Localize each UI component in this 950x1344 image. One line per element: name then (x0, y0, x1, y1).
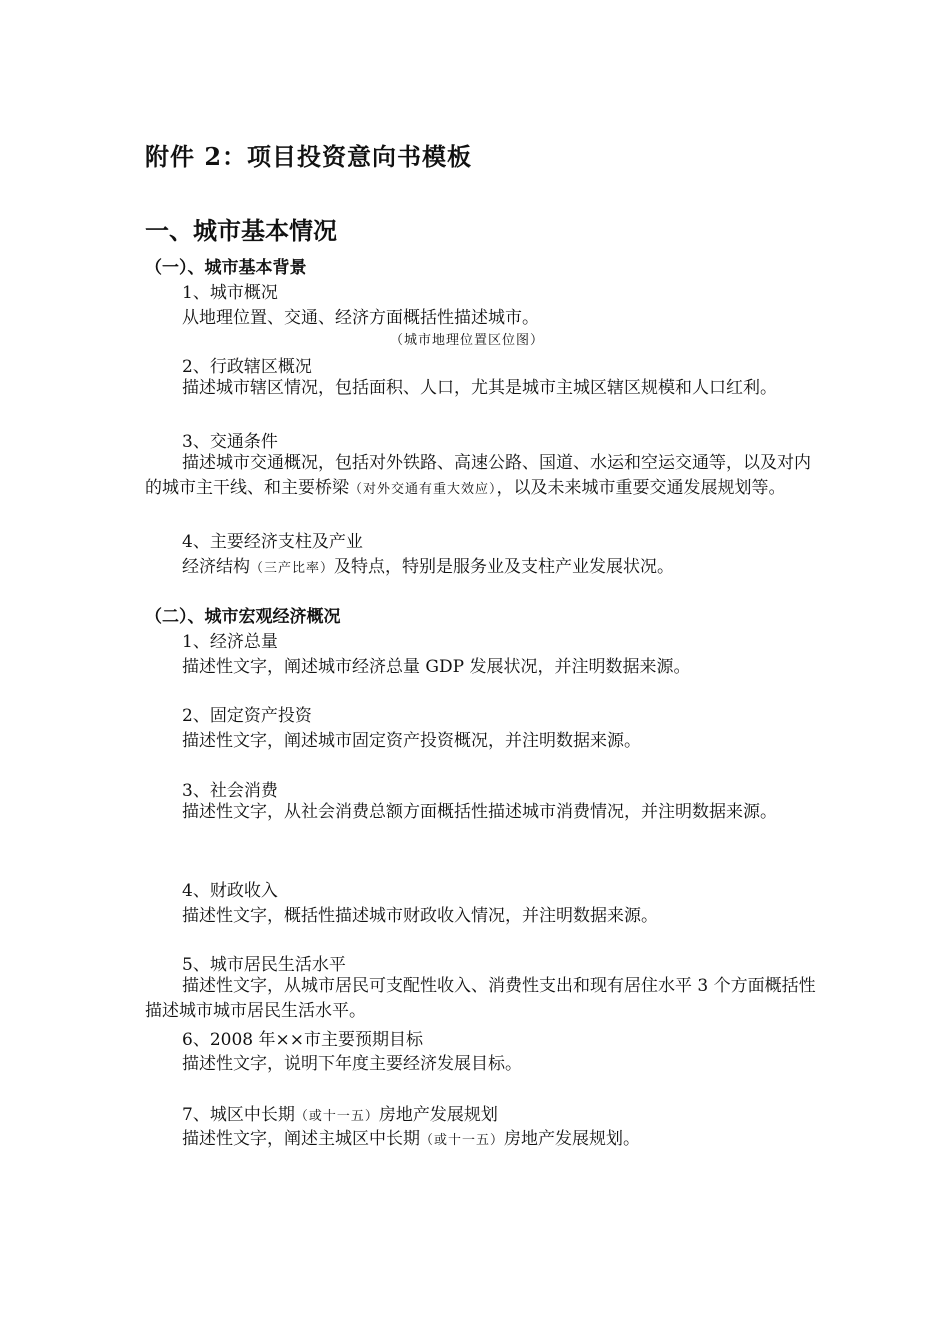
item-text-fixed-asset-investment: 描述性文字，阐述城市固定资产投资概况，并注明数据来源。 (182, 731, 641, 751)
plan-title-part-b: 房地产发展规划 (378, 1105, 498, 1125)
document-title: 附件 2：项目投资意向书模板 (145, 142, 473, 171)
item-text-city-overview: 从地理位置、交通、经济方面概括性描述城市。 (182, 308, 539, 328)
item-text-social-consumption: 描述性文字，从社会消费总额方面概括性描述城市消费情况，并注明数据来源。 (182, 802, 777, 822)
item-text-economic-pillars (182, 552, 674, 577)
item-title-transport: 3、交通条件 (182, 432, 278, 452)
pillars-text-part-a: 经济结构 (182, 557, 250, 577)
item-text-economic-output: 描述性文字，阐述城市经济总量 GDP 发展状况，并注明数据来源。 (182, 657, 691, 677)
pillars-text-note: （三产比率） (250, 561, 335, 576)
item-title-city-overview: 1、城市概况 (182, 283, 278, 303)
transport-text-part-a: 描述城市交通概况，包括对外铁路、高速公路、国道、水运和空运交通等，以及对内的城市主干线、和主要桥梁 (145, 453, 811, 498)
plan-title-part-a: 7、城区中长期 (182, 1105, 295, 1125)
item-text-real-estate-plan (182, 1124, 640, 1149)
item-text-living-standard: 描述性文字，从城市居民可支配性收入、消费性支出和现有居住水平 3 个方面概括性描述城市城市居民生活水平。 (145, 976, 816, 1021)
section-heading-city-basics: 一、城市基本情况 (145, 216, 337, 245)
item-title-living-standard: 5、城市居民生活水平 (182, 955, 346, 975)
item-title-real-estate-plan (182, 1100, 498, 1125)
pillars-text-part-b: 及特点，特别是服务业及支柱产业发展状况。 (334, 557, 675, 577)
subsection-heading-macro-economy: （二）、城市宏观经济概况 (145, 607, 341, 627)
item-text-expected-targets: 描述性文字，说明下年度主要经济发展目标。 (182, 1054, 522, 1074)
plan-title-note: （或十一五） (294, 1109, 379, 1124)
item-title-admin-district: 2、行政辖区概况 (182, 357, 312, 377)
item-title-fiscal-revenue: 4、财政收入 (182, 881, 278, 901)
subsection-heading-city-background: （一）、城市基本背景 (145, 258, 307, 278)
item-text-fiscal-revenue: 描述性文字，概括性描述城市财政收入情况，并注明数据来源。 (182, 906, 658, 926)
item-text-admin-district: 描述城市辖区情况，包括面积、人口，尤其是城市主城区辖区规模和人口红利。 (182, 378, 777, 398)
plan-text-part-a: 描述性文字，阐述主城区中长期 (182, 1129, 420, 1149)
item-title-expected-targets: 6、2008 年××市主要预期目标 (182, 1030, 423, 1050)
item-text-transport (145, 451, 825, 502)
plan-text-note: （或十一五） (420, 1133, 505, 1148)
figure-caption-location-map: （城市地理位置区位图） (390, 333, 545, 348)
transport-text-part-b: ，以及未来城市重要交通发展规划等。 (496, 478, 786, 498)
item-title-fixed-asset-investment: 2、固定资产投资 (182, 706, 312, 726)
item-title-economic-pillars: 4、主要经济支柱及产业 (182, 532, 363, 552)
plan-text-part-b: 房地产发展规划。 (504, 1129, 641, 1149)
transport-text-note: （对外交通有重大效应） (349, 482, 497, 497)
item-title-economic-output: 1、经济总量 (182, 632, 278, 652)
item-title-social-consumption: 3、社会消费 (182, 781, 278, 801)
